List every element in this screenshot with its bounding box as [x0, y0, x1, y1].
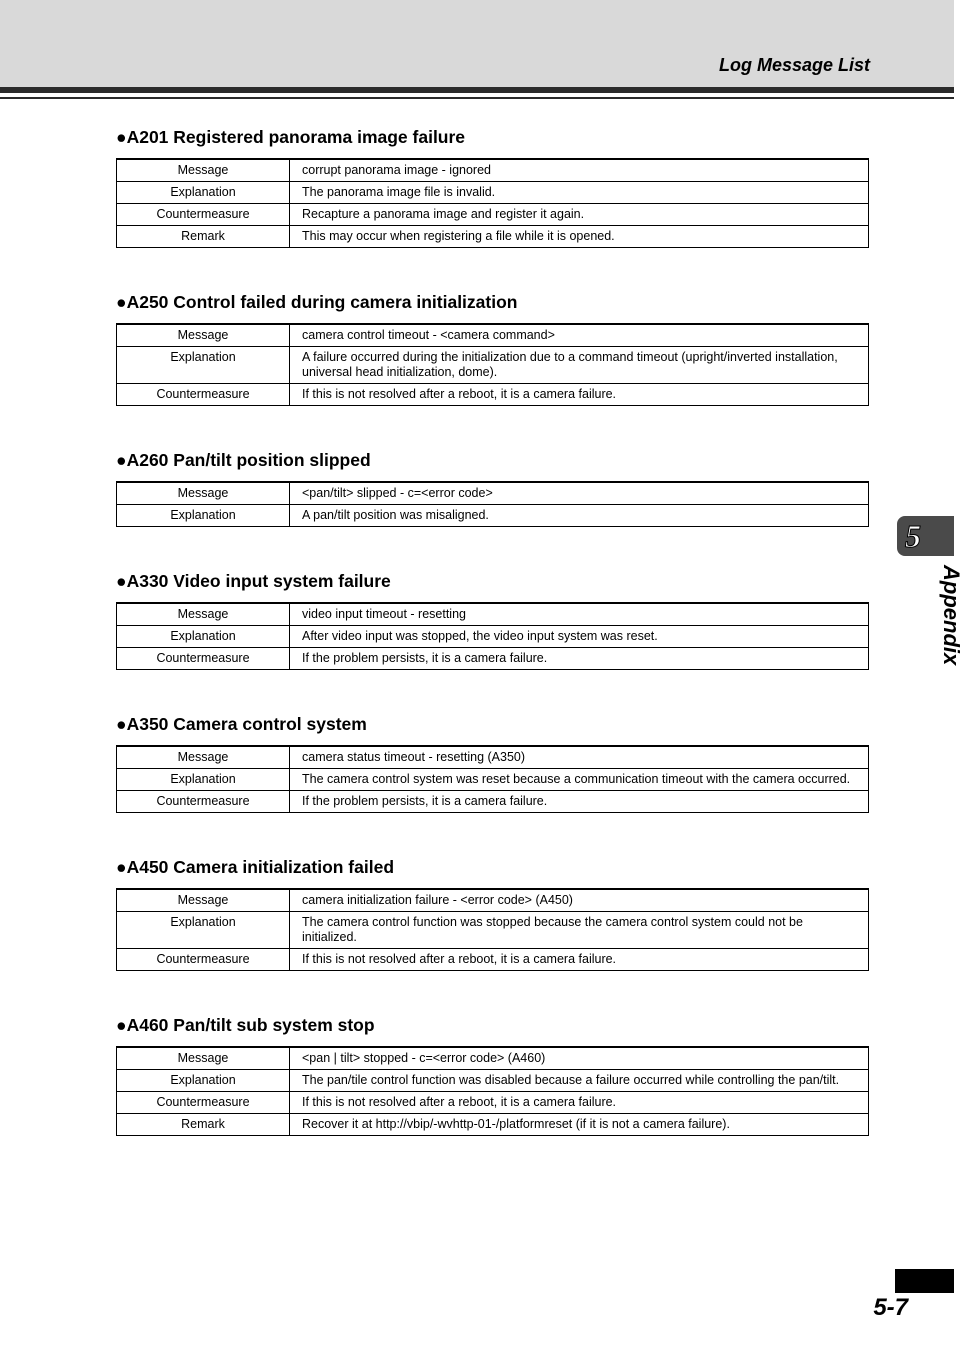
- header-title: Log Message List: [718, 55, 870, 75]
- row-text: The pan/tile control function was disabled because a failure occurred while controlling the pan/tilt.: [290, 1070, 869, 1092]
- row-text: The panorama image file is invalid.: [290, 182, 869, 204]
- table-row: [117, 648, 869, 670]
- section-title: ●A330 Video input system failure: [116, 571, 391, 591]
- table-row: [117, 1047, 869, 1070]
- table-row: [117, 482, 869, 505]
- row-text: camera control timeout - <camera command>: [290, 324, 869, 347]
- row-label: Countermeasure: [117, 949, 290, 971]
- row-label: Remark: [117, 1114, 290, 1136]
- row-label: Message: [117, 889, 290, 912]
- table-row: [117, 204, 869, 226]
- row-text: The camera control function was stopped because the camera control system could not be initialized.: [290, 912, 869, 949]
- row-label: Explanation: [117, 1070, 290, 1092]
- row-label: Message: [117, 324, 290, 347]
- chapter-label: Appendix: [939, 565, 964, 666]
- row-label: Explanation: [117, 912, 290, 949]
- row-label: Countermeasure: [117, 791, 290, 813]
- table-row: [117, 1114, 869, 1136]
- row-text: The camera control system was reset because a communication timeout with the camera occurred.: [290, 769, 869, 791]
- section-title: ●A250 Control failed during camera initialization: [116, 292, 518, 312]
- row-label: Explanation: [117, 182, 290, 204]
- table-row: [117, 384, 869, 406]
- row-text: video input timeout - resetting: [290, 603, 869, 626]
- table-row: [117, 1070, 869, 1092]
- log-table: [116, 888, 869, 971]
- table-row: [117, 159, 869, 182]
- log-table: [116, 481, 869, 527]
- row-label: Remark: [117, 226, 290, 248]
- table-row: [117, 949, 869, 971]
- row-text: <pan | tilt> stopped - c=<error code> (A460): [290, 1047, 869, 1070]
- log-table: [116, 602, 869, 670]
- table-row: [117, 505, 869, 527]
- table-row: [117, 626, 869, 648]
- row-text: A pan/tilt position was misaligned.: [290, 505, 869, 527]
- page-number: 5-7: [873, 1294, 908, 1321]
- chapter-tab: [897, 516, 954, 556]
- table-row: [117, 912, 869, 949]
- row-text: A failure occurred during the initialization due to a command timeout (upright/inverted installation, universal head initialization, dome).: [290, 347, 869, 384]
- row-text: If this is not resolved after a reboot, it is a camera failure.: [290, 384, 869, 406]
- row-label: Countermeasure: [117, 384, 290, 406]
- row-text: If the problem persists, it is a camera failure.: [290, 648, 869, 670]
- table-row: [117, 324, 869, 347]
- row-text: After video input was stopped, the video input system was reset.: [290, 626, 869, 648]
- chapter-number: 5: [905, 518, 921, 554]
- table-row: [117, 226, 869, 248]
- log-table: [116, 158, 869, 248]
- row-text: camera status timeout - resetting (A350): [290, 746, 869, 769]
- row-text: If the problem persists, it is a camera failure.: [290, 791, 869, 813]
- row-text: Recover it at http://vbip/-wvhttp-01-/platformreset (if it is not a camera failure).: [290, 1114, 869, 1136]
- table-row: [117, 1092, 869, 1114]
- log-table: [116, 323, 869, 406]
- row-label: Explanation: [117, 626, 290, 648]
- row-text: If this is not resolved after a reboot, it is a camera failure.: [290, 1092, 869, 1114]
- row-label: Message: [117, 1047, 290, 1070]
- section-title: ●A201 Registered panorama image failure: [116, 127, 466, 147]
- row-label: Explanation: [117, 347, 290, 384]
- table-row: [117, 603, 869, 626]
- header-rule-thick: [0, 87, 954, 93]
- row-label: Message: [117, 482, 290, 505]
- row-text: Recapture a panorama image and register it again.: [290, 204, 869, 226]
- row-text: <pan/tilt> slipped - c=<error code>: [290, 482, 869, 505]
- table-row: [117, 746, 869, 769]
- row-label: Message: [117, 603, 290, 626]
- section-title: ●A260 Pan/tilt position slipped: [116, 450, 371, 470]
- row-text: This may occur when registering a file while it is opened.: [290, 226, 869, 248]
- table-row: [117, 182, 869, 204]
- row-label: Countermeasure: [117, 1092, 290, 1114]
- table-row: [117, 347, 869, 384]
- log-table: [116, 1046, 869, 1136]
- header-rule-thin: [0, 97, 954, 99]
- row-label: Explanation: [117, 769, 290, 791]
- row-text: corrupt panorama image - ignored: [290, 159, 869, 182]
- document-body: [116, 126, 869, 1136]
- page-marker: [895, 1269, 954, 1293]
- table-row: [117, 791, 869, 813]
- row-text: If this is not resolved after a reboot, it is a camera failure.: [290, 949, 869, 971]
- section-title: ●A460 Pan/tilt sub system stop: [116, 1015, 375, 1035]
- row-label: Explanation: [117, 505, 290, 527]
- table-row: [117, 889, 869, 912]
- row-label: Message: [117, 746, 290, 769]
- row-text: camera initialization failure - <error code> (A450): [290, 889, 869, 912]
- row-label: Countermeasure: [117, 648, 290, 670]
- table-row: [117, 769, 869, 791]
- section-title: ●A450 Camera initialization failed: [116, 857, 395, 877]
- row-label: Countermeasure: [117, 204, 290, 226]
- section-title: ●A350 Camera control system: [116, 714, 367, 734]
- row-label: Message: [117, 159, 290, 182]
- log-table: [116, 745, 869, 813]
